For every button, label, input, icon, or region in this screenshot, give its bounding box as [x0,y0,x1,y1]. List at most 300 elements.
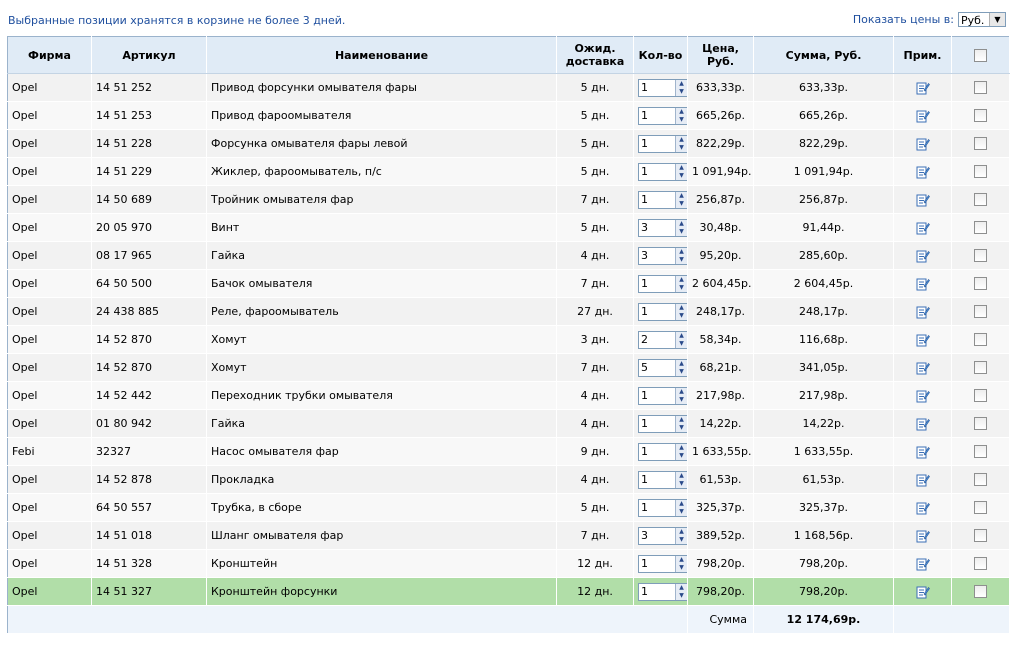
header-row [8,37,1010,74]
total-row [8,606,1010,634]
cell-brand: Opel [8,74,92,102]
edit-note-icon[interactable] [916,165,930,179]
row-checkbox[interactable] [974,473,987,486]
arrow-down-icon[interactable]: ▼ [679,171,684,179]
arrow-up-icon[interactable]: ▲ [679,303,684,311]
row-checkbox[interactable] [974,249,987,262]
cell-price: 389,52р. [688,522,754,550]
cell-sum: 91,44р. [754,214,894,242]
cell-qty [634,242,688,270]
table-row [8,550,1010,578]
cell-article: 14 51 252 [92,74,207,102]
cell-note [894,326,952,354]
row-checkbox[interactable] [974,277,987,290]
table-row [8,74,1010,102]
cell-note [894,382,952,410]
quantity-stepper[interactable] [638,555,688,573]
stepper-buttons[interactable] [675,248,687,264]
table-row [8,130,1010,158]
cell-select [952,242,1010,270]
quantity-input[interactable] [639,193,675,207]
cell-article: 14 51 253 [92,102,207,130]
row-checkbox[interactable] [974,333,987,346]
cell-brand: Opel [8,466,92,494]
arrow-down-icon[interactable]: ▼ [679,423,684,431]
table-row [8,354,1010,382]
cell-name: Кронштейн [207,550,557,578]
cell-sum: 798,20р. [754,550,894,578]
cell-name: Хомут [207,354,557,382]
cell-article: 24 438 885 [92,298,207,326]
arrow-down-icon[interactable]: ▼ [679,563,684,571]
edit-note-icon[interactable] [916,501,930,515]
cell-qty [634,326,688,354]
arrow-up-icon[interactable]: ▲ [679,443,684,451]
cell-brand: Opel [8,214,92,242]
quantity-input[interactable] [639,277,675,291]
top-bar [0,0,1024,36]
quantity-stepper[interactable] [638,247,688,265]
cell-sum: 248,17р. [754,298,894,326]
cell-select [952,186,1010,214]
cell-name: Привод фароомывателя [207,102,557,130]
cell-sum: 14,22р. [754,410,894,438]
cell-brand: Opel [8,242,92,270]
quantity-input[interactable] [639,221,675,235]
arrow-down-icon[interactable]: ▼ [679,395,684,403]
quantity-stepper[interactable] [638,275,688,293]
cell-note [894,578,952,606]
edit-note-icon[interactable] [916,109,930,123]
cell-brand: Opel [8,522,92,550]
cell-article: 14 50 689 [92,186,207,214]
cell-sum: 116,68р. [754,326,894,354]
cart-table [7,36,1010,634]
stepper-buttons[interactable] [675,332,687,348]
cell-brand: Opel [8,382,92,410]
arrow-up-icon[interactable]: ▲ [679,527,684,535]
arrow-up-icon[interactable]: ▲ [679,331,684,339]
arrow-up-icon[interactable]: ▲ [679,471,684,479]
arrow-up-icon[interactable]: ▲ [679,583,684,591]
cell-article: 14 52 442 [92,382,207,410]
quantity-stepper[interactable] [638,107,688,125]
cell-price: 95,20р. [688,242,754,270]
quantity-input[interactable] [639,557,675,571]
cell-price: 68,21р. [688,354,754,382]
quantity-input[interactable] [639,333,675,347]
cell-select [952,130,1010,158]
quantity-input[interactable] [639,529,675,543]
cell-note [894,494,952,522]
table-row [8,298,1010,326]
cell-name: Хомут [207,326,557,354]
table-row [8,326,1010,354]
edit-note-icon[interactable] [916,389,930,403]
arrow-down-icon[interactable]: ▼ [679,87,684,95]
cell-brand: Opel [8,578,92,606]
quantity-input[interactable] [639,137,675,151]
quantity-stepper[interactable] [638,471,688,489]
row-checkbox[interactable] [974,557,987,570]
cell-sum: 256,87р. [754,186,894,214]
row-checkbox[interactable] [974,361,987,374]
row-checkbox[interactable] [974,417,987,430]
cell-brand: Opel [8,354,92,382]
arrow-up-icon[interactable]: ▲ [679,387,684,395]
cell-qty [634,130,688,158]
cell-article: 14 51 228 [92,130,207,158]
row-checkbox[interactable] [974,529,987,542]
arrow-down-icon[interactable]: ▼ [679,591,684,599]
cell-name: Прокладка [207,466,557,494]
arrow-down-icon[interactable]: ▼ [679,199,684,207]
cell-name: Реле, фароомыватель [207,298,557,326]
cell-brand: Opel [8,102,92,130]
cell-article: 14 51 327 [92,578,207,606]
quantity-stepper[interactable] [638,527,688,545]
edit-note-icon[interactable] [916,249,930,263]
arrow-down-icon[interactable]: ▼ [679,227,684,235]
arrow-up-icon[interactable]: ▲ [679,499,684,507]
arrow-down-icon[interactable]: ▼ [679,367,684,375]
quantity-stepper[interactable] [638,135,688,153]
quantity-input[interactable] [639,473,675,487]
row-checkbox[interactable] [974,305,987,318]
cell-brand: Opel [8,130,92,158]
cell-sum: 1 168,56р. [754,522,894,550]
edit-note-icon[interactable] [916,333,930,347]
edit-note-icon[interactable] [916,277,930,291]
cell-brand: Opel [8,494,92,522]
cell-select [952,550,1010,578]
cell-delivery: 5 дн. [557,214,634,242]
currency-label: Показать цены в: [852,13,954,26]
row-checkbox[interactable] [974,445,987,458]
quantity-input[interactable] [639,361,675,375]
cell-note [894,130,952,158]
arrow-down-icon[interactable]: ▼ [679,115,684,123]
cell-qty [634,466,688,494]
stepper-buttons[interactable] [675,360,687,376]
arrow-up-icon[interactable]: ▲ [679,219,684,227]
cell-name: Трубка, в сборе [207,494,557,522]
cell-brand: Opel [8,298,92,326]
cell-note [894,242,952,270]
col-name[interactable]: Наименование [207,37,557,74]
row-checkbox[interactable] [974,193,987,206]
cell-delivery: 7 дн. [557,522,634,550]
cell-sum: 665,26р. [754,102,894,130]
cell-price: 217,98р. [688,382,754,410]
cell-qty [634,102,688,130]
edit-note-icon[interactable] [916,585,930,599]
table-row [8,382,1010,410]
cell-name: Привод форсунки омывателя фары [207,74,557,102]
cell-article: 32327 [92,438,207,466]
stepper-buttons[interactable] [675,444,687,460]
cell-delivery: 27 дн. [557,298,634,326]
stepper-buttons[interactable] [675,80,687,96]
cell-delivery: 5 дн. [557,102,634,130]
table-row [8,102,1010,130]
stepper-buttons[interactable] [675,416,687,432]
arrow-up-icon[interactable]: ▲ [679,275,684,283]
cell-qty [634,186,688,214]
edit-note-icon[interactable] [916,473,930,487]
quantity-stepper[interactable] [638,303,688,321]
arrow-up-icon[interactable]: ▲ [679,555,684,563]
quantity-input[interactable] [639,417,675,431]
cell-price: 256,87р. [688,186,754,214]
arrow-down-icon[interactable]: ▼ [679,507,684,515]
cell-article: 08 17 965 [92,242,207,270]
cell-delivery: 12 дн. [557,550,634,578]
currency-select[interactable] [958,12,1006,27]
cell-sum: 217,98р. [754,382,894,410]
arrow-down-icon[interactable]: ▼ [679,339,684,347]
cell-qty [634,158,688,186]
chevron-down-icon[interactable]: ▼ [989,13,1005,26]
cell-price: 665,26р. [688,102,754,130]
cell-select [952,578,1010,606]
cell-qty [634,354,688,382]
quantity-input[interactable] [639,109,675,123]
quantity-input[interactable] [639,81,675,95]
arrow-up-icon[interactable]: ▲ [679,247,684,255]
cell-delivery: 7 дн. [557,270,634,298]
quantity-input[interactable] [639,445,675,459]
arrow-up-icon[interactable]: ▲ [679,107,684,115]
cell-name: Винт [207,214,557,242]
cell-price: 2 604,45р. [688,270,754,298]
cell-price: 798,20р. [688,550,754,578]
row-checkbox[interactable] [974,389,987,402]
arrow-down-icon[interactable]: ▼ [679,479,684,487]
table-row [8,494,1010,522]
currency-control [853,12,1006,27]
stepper-buttons[interactable] [675,220,687,236]
col-article[interactable]: Артикул [92,37,207,74]
row-checkbox[interactable] [974,81,987,94]
col-price[interactable]: Цена, Руб. [688,37,754,74]
stepper-buttons[interactable] [675,584,687,600]
cell-qty [634,410,688,438]
cart-notice: Выбранные позиции хранятся в корзине не более 3 дней. [8,14,346,27]
arrow-down-icon[interactable]: ▼ [679,283,684,291]
cell-select [952,410,1010,438]
cell-select [952,494,1010,522]
arrow-up-icon[interactable]: ▲ [679,79,684,87]
edit-note-icon[interactable] [916,557,930,571]
table-row [8,270,1010,298]
cell-sum: 633,33р. [754,74,894,102]
cell-sum: 798,20р. [754,578,894,606]
cell-delivery: 7 дн. [557,186,634,214]
cell-price: 14,22р. [688,410,754,438]
table-row [8,438,1010,466]
cell-article: 14 52 878 [92,466,207,494]
cell-select [952,270,1010,298]
cell-select [952,354,1010,382]
quantity-stepper[interactable] [638,499,688,517]
quantity-stepper[interactable] [638,359,688,377]
arrow-up-icon[interactable]: ▲ [679,359,684,367]
quantity-input[interactable] [639,389,675,403]
stepper-buttons[interactable] [675,136,687,152]
col-note: Прим. [894,37,952,74]
cell-article: 14 52 870 [92,354,207,382]
quantity-stepper[interactable] [638,163,688,181]
arrow-down-icon[interactable]: ▼ [679,311,684,319]
cell-delivery: 9 дн. [557,438,634,466]
edit-note-icon[interactable] [916,193,930,207]
cell-delivery: 5 дн. [557,494,634,522]
cell-select [952,298,1010,326]
cell-sum: 341,05р. [754,354,894,382]
quantity-stepper[interactable] [638,415,688,433]
arrow-down-icon[interactable]: ▼ [679,535,684,543]
quantity-input[interactable] [639,165,675,179]
cell-name: Гайка [207,242,557,270]
cell-price: 30,48р. [688,214,754,242]
cell-name: Насос омывателя фар [207,438,557,466]
cell-brand: Febi [8,438,92,466]
cell-sum: 285,60р. [754,242,894,270]
cell-qty [634,494,688,522]
table-row [8,410,1010,438]
total-value: 12 174,69р. [754,606,894,634]
cell-note [894,466,952,494]
quantity-input[interactable] [639,249,675,263]
stepper-buttons[interactable] [675,276,687,292]
cell-price: 633,33р. [688,74,754,102]
cell-brand: Opel [8,550,92,578]
edit-note-icon[interactable] [916,529,930,543]
col-brand[interactable]: Фирма [8,37,92,74]
quantity-stepper[interactable] [638,443,688,461]
currency-selected: Руб. [961,14,985,27]
stepper-buttons[interactable] [675,472,687,488]
col-sum[interactable]: Сумма, Руб. [754,37,894,74]
cell-name: Тройник омывателя фар [207,186,557,214]
arrow-up-icon[interactable]: ▲ [679,135,684,143]
cell-select [952,326,1010,354]
cell-qty [634,214,688,242]
cell-note [894,522,952,550]
cell-delivery: 4 дн. [557,466,634,494]
cell-sum: 325,37р. [754,494,894,522]
cell-sum: 822,29р. [754,130,894,158]
cell-delivery: 12 дн. [557,578,634,606]
cell-delivery: 5 дн. [557,74,634,102]
cell-article: 14 51 229 [92,158,207,186]
cell-price: 798,20р. [688,578,754,606]
table-row [8,242,1010,270]
stepper-buttons[interactable] [675,528,687,544]
cell-select [952,438,1010,466]
edit-note-icon[interactable] [916,137,930,151]
cell-note [894,438,952,466]
edit-note-icon[interactable] [916,221,930,235]
stepper-buttons[interactable] [675,388,687,404]
quantity-stepper[interactable] [638,331,688,349]
col-delivery[interactable]: Ожид. доставка [557,37,634,74]
quantity-input[interactable] [639,501,675,515]
quantity-stepper[interactable] [638,191,688,209]
arrow-up-icon[interactable]: ▲ [679,415,684,423]
edit-note-icon[interactable] [916,361,930,375]
arrow-down-icon[interactable]: ▼ [679,255,684,263]
cell-qty [634,298,688,326]
cell-select [952,74,1010,102]
row-checkbox[interactable] [974,221,987,234]
cell-delivery: 4 дн. [557,410,634,438]
row-checkbox[interactable] [974,109,987,122]
cell-sum: 2 604,45р. [754,270,894,298]
cell-qty [634,270,688,298]
row-checkbox[interactable] [974,585,987,598]
row-checkbox[interactable] [974,501,987,514]
cell-select [952,466,1010,494]
edit-note-icon[interactable] [916,417,930,431]
stepper-buttons[interactable] [675,108,687,124]
stepper-buttons[interactable] [675,192,687,208]
quantity-stepper[interactable] [638,387,688,405]
cell-article: 14 51 328 [92,550,207,578]
cell-note [894,298,952,326]
stepper-buttons[interactable] [675,304,687,320]
arrow-up-icon[interactable]: ▲ [679,163,684,171]
stepper-buttons[interactable] [675,556,687,572]
cell-price: 822,29р. [688,130,754,158]
arrow-down-icon[interactable]: ▼ [679,143,684,151]
cell-qty [634,74,688,102]
cell-article: 64 50 557 [92,494,207,522]
arrow-up-icon[interactable]: ▲ [679,191,684,199]
arrow-down-icon[interactable]: ▼ [679,451,684,459]
cell-note [894,410,952,438]
edit-note-icon[interactable] [916,445,930,459]
stepper-buttons[interactable] [675,500,687,516]
col-select-all [952,37,1010,74]
quantity-input[interactable] [639,585,675,599]
cell-delivery: 3 дн. [557,326,634,354]
cell-name: Форсунка омывателя фары левой [207,130,557,158]
cell-sum: 61,53р. [754,466,894,494]
quantity-stepper[interactable] [638,219,688,237]
table-row [8,578,1010,606]
cell-article: 20 05 970 [92,214,207,242]
quantity-input[interactable] [639,305,675,319]
row-checkbox[interactable] [974,137,987,150]
cell-select [952,382,1010,410]
cell-note [894,354,952,382]
quantity-stepper[interactable] [638,583,688,601]
quantity-stepper[interactable] [638,79,688,97]
edit-note-icon[interactable] [916,305,930,319]
cell-brand: Opel [8,410,92,438]
stepper-buttons[interactable] [675,164,687,180]
cell-note [894,186,952,214]
col-qty[interactable]: Кол-во [634,37,688,74]
row-checkbox[interactable] [974,165,987,178]
cell-note [894,74,952,102]
cell-article: 64 50 500 [92,270,207,298]
select-all-checkbox[interactable] [974,49,987,62]
edit-note-icon[interactable] [916,81,930,95]
cell-price: 325,37р. [688,494,754,522]
